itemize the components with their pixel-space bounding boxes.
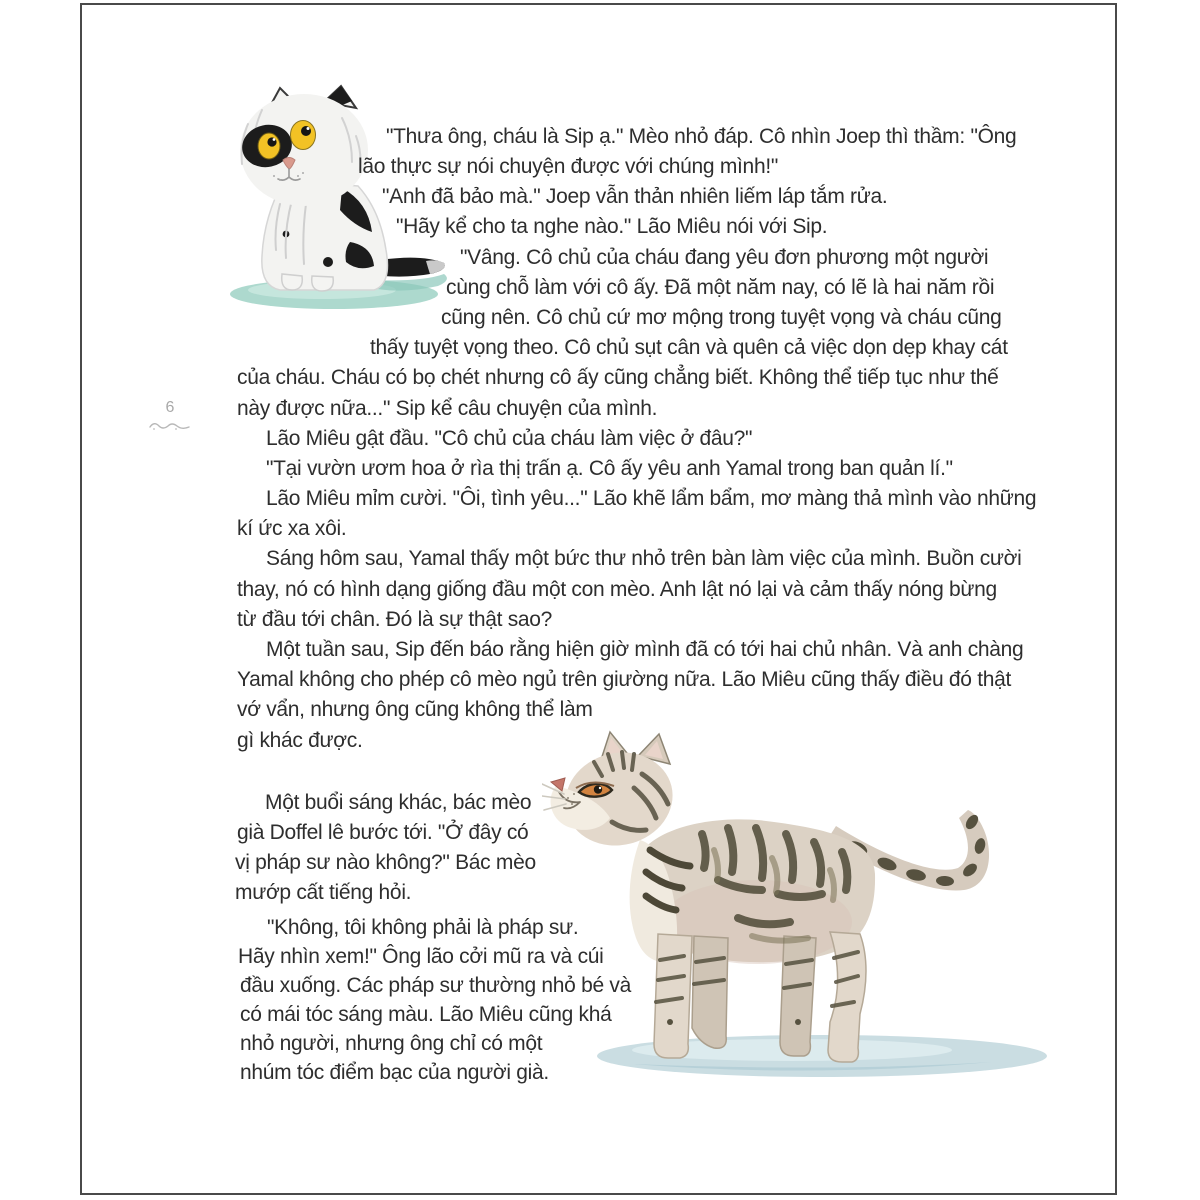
story-line: "Tại vườn ươm hoa ở rìa thị trấn ạ. Cô ấy yêu anh Yamal trong ban quản lí." bbox=[266, 457, 953, 480]
story-line: "Thưa ông, cháu là Sip ạ." Mèo nhỏ đáp. Cô nhìn Joep thì thầm: "Ông bbox=[386, 125, 1017, 148]
story-line: từ đầu tới chân. Đó là sự thật sao? bbox=[237, 608, 553, 631]
story-line: đầu xuống. Các pháp sư thường nhỏ bé và bbox=[240, 974, 631, 997]
page-number-flourish-icon bbox=[146, 418, 194, 432]
story-line: có mái tóc sáng màu. Lão Miêu cũng khá bbox=[240, 1003, 612, 1026]
story-line: của cháu. Cháu có bọ chét nhưng cô ấy cũng chẳng biết. Không thể tiếp tục như thế bbox=[237, 366, 999, 389]
story-line: thay, nó có hình dạng giống đầu một con mèo. Anh lật nó lại và cảm thấy nóng bừng bbox=[237, 578, 997, 601]
story-line: Một tuần sau, Sip đến báo rằng hiện giờ mình đã có tới hai chủ nhân. Và anh chàng bbox=[266, 638, 1024, 661]
story-line: nhỏ người, nhưng ông chỉ có một bbox=[240, 1032, 543, 1055]
story-line: này được nữa..." Sip kể câu chuyện của mình. bbox=[237, 397, 658, 420]
story-line: Yamal không cho phép cô mèo ngủ trên giường nữa. Lão Miêu cũng thấy điều đó thật bbox=[237, 668, 1012, 691]
story-line: Lão Miêu gật đầu. "Cô chủ của cháu làm việc ở đâu?" bbox=[266, 427, 753, 450]
story-line: gì khác được. bbox=[237, 729, 363, 752]
story-line: Lão Miêu mỉm cười. "Ôi, tình yêu..." Lão khẽ lẩm bẩm, mơ màng thả mình vào những bbox=[266, 487, 1037, 510]
story-line: "Vâng. Cô chủ của cháu đang yêu đơn phương một người bbox=[460, 246, 989, 269]
story-line: vị pháp sư nào không?" Bác mèo bbox=[235, 851, 536, 874]
page-number: 6 bbox=[165, 399, 175, 416]
doffel-body bbox=[630, 819, 875, 1062]
story-line: kí ức xa xôi. bbox=[237, 517, 347, 540]
story-line: Hãy nhìn xem!" Ông lão cởi mũ ra và cúi bbox=[238, 945, 604, 968]
story-line: vớ vẩn, nhưng ông cũng không thể làm bbox=[237, 698, 593, 721]
story-line: già Doffel lê bước tới. "Ở đây có bbox=[237, 821, 529, 844]
story-line: lão thực sự nói chuyện được với chúng mình!" bbox=[358, 155, 779, 178]
story-line: thấy tuyệt vọng theo. Cô chủ sụt cân và quên cả việc dọn dẹp khay cát bbox=[370, 336, 1008, 359]
story-line: cùng chỗ làm với cô ấy. Đã một năm nay, có lẽ là hai năm rồi bbox=[446, 276, 995, 299]
story-line: "Hãy kể cho ta nghe nào." Lão Miêu nói với Sip. bbox=[396, 215, 828, 238]
story-line: nhúm tóc điểm bạc của người già. bbox=[240, 1061, 549, 1084]
story-line: cũng nên. Cô chủ cứ mơ mộng trong tuyệt vọng và cháu cũng bbox=[441, 306, 1002, 329]
sip-head bbox=[238, 86, 368, 206]
story-line: "Anh đã bảo mà." Joep vẫn thản nhiên liếm láp tắm rửa. bbox=[382, 185, 888, 208]
doffel-cat-illustration bbox=[542, 722, 1127, 1094]
story-line: "Không, tôi không phải là pháp sư. bbox=[267, 916, 579, 939]
story-line: mướp cất tiếng hỏi. bbox=[235, 881, 412, 904]
story-line: Một buổi sáng khác, bác mèo bbox=[265, 791, 532, 814]
story-line: Sáng hôm sau, Yamal thấy một bức thư nhỏ trên bàn làm việc của mình. Buồn cười bbox=[266, 547, 1022, 570]
